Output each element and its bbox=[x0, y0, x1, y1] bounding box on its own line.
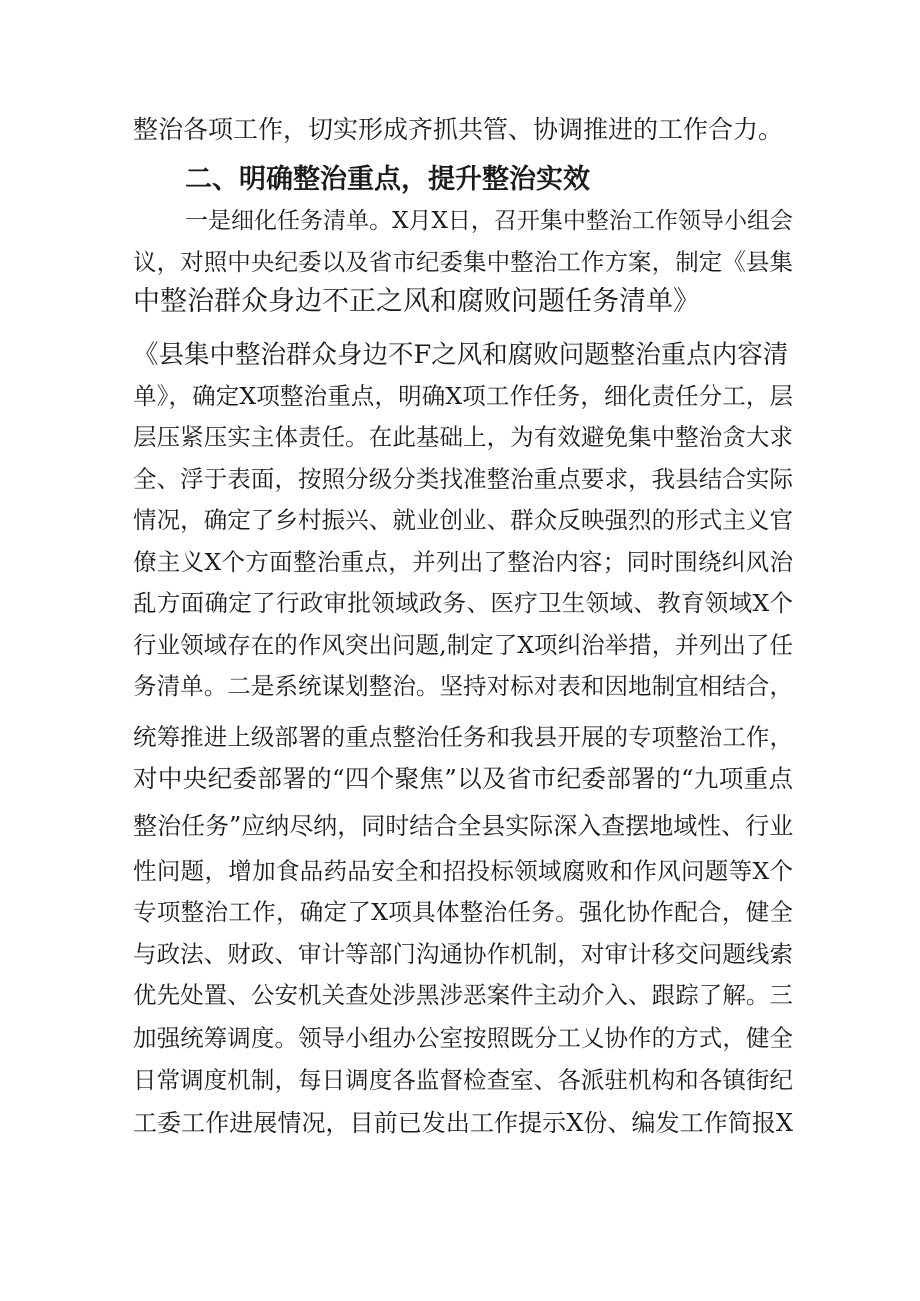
text-line: 一是细化任务清单。X月X日，召开集中整治工作领导小组会 bbox=[185, 208, 793, 234]
text-line: 统筹推进上级部署的重点整治任务和我县开展的专项整治工作， bbox=[133, 723, 793, 751]
text-line: 与政法、财政、审计等部门沟通协作机制，对审计移交问题线索 bbox=[133, 940, 793, 968]
text-line: 加强统筹调度。领导小组办公室按照既分工乂协作的方式，健全 bbox=[133, 1024, 793, 1052]
text-line: 专项整治工作，确定了X项具体整治任务。强化协作配合，健全 bbox=[133, 898, 793, 926]
text-line: 整治任务”应纳尽纳，同时结合全县实际深入查摆地域性、行业 bbox=[133, 812, 794, 840]
text-line: 中整治群众身边不正之风和腐败问题任务清单》 bbox=[133, 286, 700, 317]
text-line: 对中央纪委部署的“四个聚焦”以及省市纪委部署的“九项重点 bbox=[133, 764, 793, 793]
text-line: 整治各项工作，切实形成齐抓共管、协调推进的工作合力。 bbox=[133, 115, 784, 144]
text-line: 层压紧压实主体责任。在此基础上，为有效避免集中整治贪大求 bbox=[133, 423, 793, 451]
text-line: 日常调度机制，每日调度各监督检查室、各派驻机构和各镇街纪 bbox=[133, 1066, 793, 1094]
text-line: 务清单。二是系统谋划整治。坚持对标对表和因地制宜相结合， bbox=[133, 672, 793, 700]
text-line: 情况，确定了乡村振兴、就业创业、群众反映强烈的形式主义官 bbox=[133, 506, 793, 534]
text-line: 单》，确定X项整治重点，明确X项工作任务，细化责任分工，层 bbox=[133, 382, 793, 410]
section-heading: 二、明确整治重点，提升整治实效 bbox=[185, 164, 590, 195]
text-line: 议，对照中央纪委以及省市纪委集中整治工作方案，制定《县集 bbox=[133, 248, 793, 276]
text-line: 性问题，增加食品药品安全和招投标领域腐败和作风问题等X个 bbox=[133, 857, 793, 885]
text-line: 优先处置、公安机关查处涉黑涉恶案件主动介入、跟踪了解。三 bbox=[133, 981, 793, 1009]
text-line: 工委工作进展情况，目前已发出工作提示X份、编发工作简报X bbox=[133, 1109, 793, 1137]
text-line: 乱方面确定了行政审批领域政务、医疗卫生领域、教育领域X个 bbox=[133, 589, 793, 617]
text-line: 行业领域存在的作风突出问题,制定了X项纠治举措，并列出了任 bbox=[133, 631, 793, 659]
text-line: 全、浮于表面，按照分级分类找准整治重点要求，我县结合实际 bbox=[133, 465, 793, 493]
text-line: 《县集中整治群众身边不F之风和腐败问题整治重点内容清 bbox=[133, 340, 789, 370]
text-line: 僚主义X个方面整治重点，并列出了整治内容；同时围绕纠风治 bbox=[133, 548, 793, 576]
